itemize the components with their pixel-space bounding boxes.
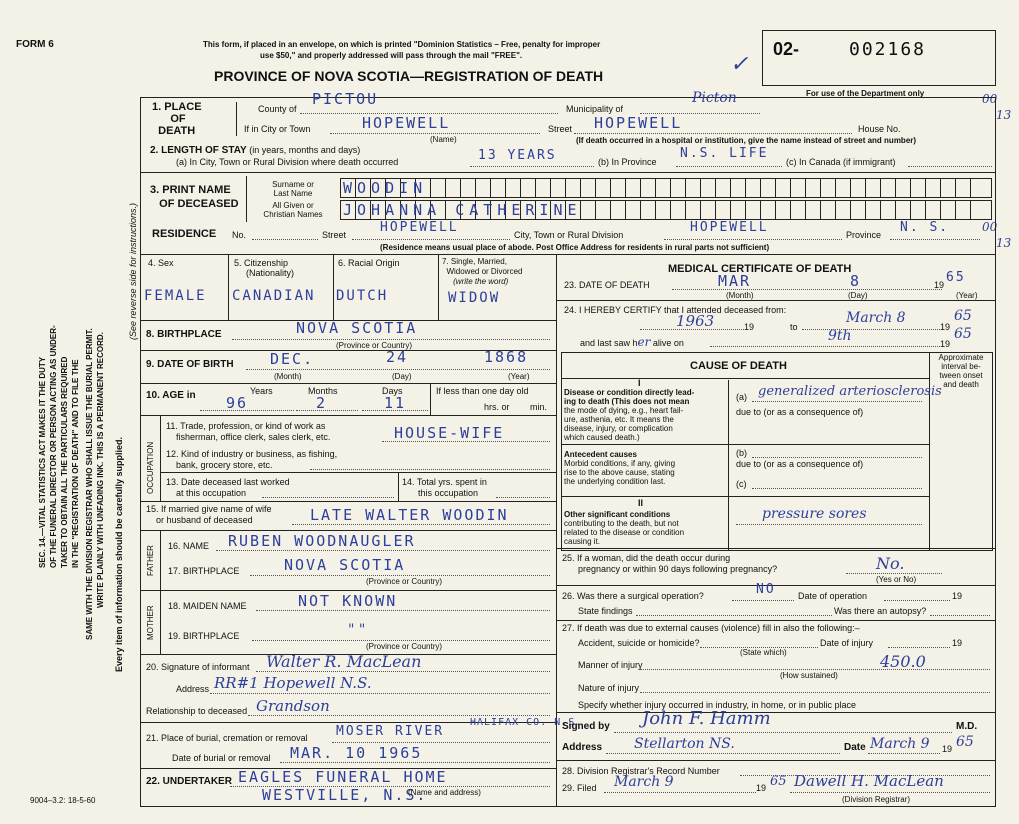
industry-home-label: Specify whether injury occurred in industry, in home, or in public place	[578, 700, 856, 710]
injury-date-label: Date of injury	[820, 638, 874, 648]
city-value: HOPEWELL	[362, 114, 451, 132]
total-years-label-2: this occupation	[418, 488, 479, 498]
residence-street-label: Street	[322, 230, 347, 240]
father-birthplace-caption: (Province or Country)	[366, 577, 443, 586]
cause-b-label: (b)	[736, 448, 747, 458]
yes-no-caption: (Yes or No)	[876, 575, 917, 584]
pregnancy-label-2: pregnancy or within 90 days following pregnancy?	[578, 564, 778, 574]
industry-label-2: bank, grocery store, etc.	[176, 460, 273, 470]
dob-month-caption: (Month)	[274, 372, 302, 381]
filed-year-value: 65	[770, 774, 787, 789]
accident-label: Accident, suicide or homicide?	[578, 638, 700, 648]
form-code: 9004–3.2: 18-5-60	[30, 796, 96, 805]
side-instruction-6: WRITE PLAINLY WITH UNFADING INK. THIS IS A PERMANENT RECORD.	[96, 332, 105, 608]
antecedent-causes-description: Antecedent causes Morbid conditions, if any, giving rise to the above cause, stating the underlying condition last.	[564, 450, 676, 486]
age-months-label: Months	[308, 386, 338, 396]
dept-mark-4: 13	[996, 236, 1012, 250]
age-years-label: Years	[250, 386, 273, 396]
citizenship-label: 5. Citizenship	[234, 258, 289, 268]
state-which-caption: (State which)	[740, 648, 787, 657]
interval-header: Approximate interval be- tween onset and death	[938, 353, 984, 389]
burial-date-label: Date of burial or removal	[172, 753, 271, 763]
place-of-death-label: 1. PLACE OF DEATH	[152, 101, 202, 137]
informant-label: 20. Signature of informant	[146, 662, 250, 672]
spouse-label-2: or husband of deceased	[156, 515, 253, 525]
racial-origin-value: DUTCH	[336, 288, 389, 304]
registration-prefix: 02-	[773, 39, 800, 59]
attended-to-value: March 8	[846, 310, 906, 326]
residence-province-value: N. S.	[900, 220, 950, 235]
record-number-label: 28. Division Registrar's Record Number	[562, 766, 720, 776]
manner-of-injury-label: Manner of injury	[578, 660, 643, 670]
relationship-value: Grandson	[256, 697, 330, 715]
physician-signature: John F. Hamm	[642, 708, 771, 729]
form-number: FORM 6	[16, 39, 54, 50]
last-seen-alive-year: 65	[954, 326, 972, 342]
attended-from-value: 1963	[676, 312, 715, 330]
death-month-value: MAR	[718, 272, 752, 290]
surgical-operation-value: NO	[756, 582, 776, 597]
sign-date-value: March 9	[870, 736, 930, 752]
physician-address-value: Stellarton NS.	[634, 736, 735, 752]
print-name-label: 3. PRINT NAME OF DECEASED	[150, 184, 239, 210]
municipality-value: Picton	[692, 90, 737, 106]
street-label: Street	[548, 124, 573, 134]
burial-date-value: MAR. 10 1965	[290, 744, 423, 762]
birthplace-caption: (Province or Country)	[336, 341, 413, 350]
birthplace-value: NOVA SCOTIA	[296, 319, 418, 337]
county-label: County of	[258, 104, 297, 114]
death-year-value: 65	[946, 270, 966, 285]
burial-place-value: MOSER RIVER	[336, 724, 445, 739]
spouse-label: 15. If married give name of wife	[146, 504, 272, 514]
informant-address-label: Address	[176, 684, 210, 694]
mother-birthplace-caption: (Province or Country)	[366, 642, 443, 651]
disease-description: Disease or condition directly lead- ing to death (This does not mean the mode of dying, e.g., heart fail- ure, asthenia, etc. It means the disease, injury, or complication which caused death.)	[564, 388, 695, 442]
other-conditions-description: Other significant conditions contributing to the death, but not related to the disease or condition causing it.	[564, 510, 685, 546]
sex-label: 4. Sex	[148, 258, 174, 268]
cause-c-label: (c)	[736, 479, 747, 489]
dept-mark-3: 00	[982, 220, 998, 234]
surname-grid	[340, 178, 992, 198]
filed-date-value: March 9	[614, 774, 674, 790]
check-mark: ✓	[730, 52, 749, 77]
stay-canada-label: (c) In Canada (if immigrant)	[786, 157, 896, 167]
registration-number-box	[762, 30, 996, 86]
informant-signature: Walter R. MacLean	[266, 652, 422, 671]
residence-label: RESIDENCE	[152, 228, 217, 240]
injury-year-prefix: 19	[952, 638, 963, 648]
cause-a-value: generalized arteriosclerosis	[758, 384, 942, 399]
death-day-value: 8	[850, 272, 862, 290]
less-than-day-label: If less than one day old	[436, 386, 529, 396]
city-name-caption: (Name)	[430, 135, 457, 144]
attended-to-year: 65	[954, 308, 972, 324]
dob-day-caption: (Day)	[392, 372, 412, 381]
trade-label: 11. Trade, profession, or kind of work as	[166, 421, 326, 431]
residence-city-label: City, Town or Rural Division	[514, 230, 624, 240]
burial-place-county: HALIFAX CO. N.S.	[470, 717, 583, 728]
side-instruction-5: SAME WITH THE DIVISION REGISTRAR WHO SHALL ISSUE THE BURIAL PERMIT.	[85, 328, 94, 640]
operation-date-label: Date of operation	[798, 591, 868, 601]
dept-mark-2: 13	[996, 108, 1012, 122]
date-of-birth-label: 9. DATE OF BIRTH	[146, 359, 234, 370]
maiden-name-label: 18. MAIDEN NAME	[168, 601, 247, 611]
side-instruction-7: Every item of information should be carefully supplied.	[114, 436, 124, 672]
dob-month-value: DEC.	[270, 350, 315, 368]
age-years-value: 96	[226, 394, 249, 412]
other-conditions-value: pressure sores	[762, 506, 867, 522]
residence-note: (Residence means usual place of abode. Post Office Address for residents in rural parts not sufficient)	[380, 243, 770, 252]
due-to-label-1: due to (or as a consequence of)	[736, 407, 864, 417]
surgical-operation-label: 26. Was there a surgical operation?	[562, 591, 704, 601]
citizenship-value: CANADIAN	[232, 288, 316, 304]
house-number-label: House No.	[858, 124, 901, 134]
external-causes-label: 27. If death was due to external causes (violence) fill in also the following:–	[562, 623, 860, 633]
death-day-caption: (Day)	[848, 291, 868, 300]
stay-province-label: (b) In Province	[598, 157, 657, 167]
father-name-value: RUBEN WOODNAUGLER	[228, 532, 416, 550]
age-label: 10. AGE in	[146, 390, 196, 401]
sex-value: FEMALE	[144, 288, 207, 304]
marital-status-value: WIDOW	[448, 290, 501, 306]
page-title: PROVINCE OF NOVA SCOTIA—REGISTRATION OF DEATH	[214, 68, 604, 84]
length-of-stay-label: 2. LENGTH OF STAY (in years, months and days)	[150, 145, 361, 156]
death-month-caption: (Month)	[726, 291, 754, 300]
dob-day-value: 24	[386, 348, 409, 366]
surname-value: WOODIN	[343, 179, 428, 197]
given-names-label: All Given or Christian Names	[263, 201, 323, 219]
manner-code-value: 450.0	[880, 652, 926, 671]
last-saw-label: and last saw her alive on	[580, 335, 684, 349]
undertaker-value: EAGLES FUNERAL HOME	[238, 768, 448, 786]
last-seen-alive-value: 9th	[828, 328, 852, 344]
mother-side-label: MOTHER	[146, 605, 155, 640]
citizenship-caption: (Nationality)	[246, 268, 295, 278]
sign-year-prefix: 19	[942, 744, 953, 754]
father-name-label: 16. NAME	[168, 541, 210, 551]
county-value: PICTOU	[312, 90, 379, 108]
burial-place-label: 21. Place of burial, cremation or removal	[146, 733, 308, 743]
dept-mark-1: 00	[982, 92, 998, 106]
occupation-side-label: OCCUPATION	[146, 441, 155, 494]
last-worked-label: 13. Date deceased last worked	[166, 477, 290, 487]
alive-year-prefix: 19	[940, 339, 951, 349]
side-instruction-8: (See reverse side for instructions.)	[128, 202, 138, 340]
department-use-label: For use of the Department only	[806, 89, 925, 98]
sign-date-label: Date	[844, 742, 866, 753]
stay-city-label: (a) In City, Town or Rural Division where death occurred	[176, 157, 399, 167]
age-months-value: 2	[316, 394, 328, 412]
industry-label: 12. Kind of industry or business, as fishing,	[166, 449, 338, 459]
surname-label: Surname or Last Name	[272, 180, 314, 198]
last-worked-label-2: at this occupation	[176, 488, 247, 498]
minutes-label: min.	[530, 402, 548, 412]
residence-city-value: HOPEWELL	[690, 220, 769, 235]
total-years-label: 14. Total yrs. spent in	[402, 477, 487, 487]
undertaker-label: 22. UNDERTAKER	[146, 776, 232, 787]
undertaker-caption: (Name and address)	[408, 788, 481, 797]
spouse-value: LATE WALTER WOODIN	[310, 506, 509, 524]
relationship-label: Relationship to deceased	[146, 706, 248, 716]
father-birthplace-value: NOVA SCOTIA	[284, 556, 406, 574]
street-value: HOPEWELL	[594, 114, 683, 132]
to-label: to	[790, 322, 798, 332]
side-instruction-1: SEC. 14.—VITAL STATISTICS ACT MAKES IT THE DUTY	[38, 356, 47, 568]
given-names-value: JOHANNA CATHERINE	[343, 201, 582, 219]
pregnancy-value: No.	[876, 554, 905, 573]
filed-label: 29. Filed	[562, 783, 597, 793]
death-year-prefix: 19	[934, 280, 945, 290]
institution-note: (If death occurred in a hospital or institution, give the name instead of street and number)	[576, 136, 917, 145]
trade-value: HOUSE-WIFE	[394, 424, 505, 442]
death-year-caption: (Year)	[956, 291, 978, 300]
cause-of-death-title: CAUSE OF DEATH	[690, 360, 787, 372]
pregnancy-label: 25. If a woman, did the death occur during	[562, 553, 731, 563]
mother-birthplace-label: 19. BIRTHPLACE	[168, 631, 240, 641]
hours-label: hrs. or	[484, 402, 510, 412]
undertaker-town: WESTVILLE, N.S.	[262, 786, 428, 804]
nature-of-injury-label: Nature of injury	[578, 683, 640, 693]
residence-province-label: Province	[846, 230, 882, 240]
due-to-label-2: due to (or as a consequence of)	[736, 459, 864, 469]
physician-address-label: Address	[562, 742, 603, 753]
residence-street-value: HOPEWELL	[380, 220, 459, 235]
registration-number: 002168	[849, 39, 927, 60]
state-findings-label: State findings	[578, 606, 633, 616]
mail-notice-1: This form, if placed in an envelope, on which is printed "Dominion Statistics – Free, penalty for improper	[203, 40, 601, 49]
maiden-name-value: NOT KNOWN	[298, 592, 398, 610]
marital-status-label: 7. Single, Married, Widowed or Divorced (write the word)	[442, 257, 523, 286]
signed-by-label: Signed by	[562, 721, 610, 732]
racial-origin-label: 6. Racial Origin	[338, 258, 400, 268]
autopsy-label: Was there an autopsy?	[834, 606, 927, 616]
part-two-label: II	[638, 498, 644, 508]
informant-address-value: RR#1 Hopewell N.S.	[214, 674, 372, 692]
municipality-label: Municipality of	[566, 104, 624, 114]
division-registrar-signature: Dawell H. MacLean	[794, 772, 944, 790]
to-year-prefix: 19	[940, 322, 951, 332]
father-side-label: FATHER	[146, 545, 155, 576]
division-registrar-caption: (Division Registrar)	[842, 795, 911, 804]
how-sustained-caption: (How sustained)	[780, 671, 838, 680]
mail-notice-2: use $50," and properly addressed will pass through the mail "FREE".	[260, 51, 523, 60]
birthplace-label: 8. BIRTHPLACE	[146, 329, 222, 340]
sign-year-value: 65	[956, 734, 974, 750]
city-label: If in City or Town	[244, 124, 311, 134]
certify-label: 24. I HEREBY CERTIFY that I attended deceased from:	[564, 305, 787, 315]
cause-a-label: (a)	[736, 392, 747, 402]
age-days-value: 11	[384, 394, 407, 412]
operation-year-prefix: 19	[952, 591, 963, 601]
side-instruction-4: IN THE "REGISTRATION OF DEATH" AND TO FILE THE	[71, 359, 80, 568]
dob-year-caption: (Year)	[508, 372, 530, 381]
side-instruction-3: TAKER TO OBTAIN ALL THE PARTICULARS REQUIRED	[60, 356, 69, 568]
dob-year-value: 1868	[484, 348, 529, 366]
part-one-label: I	[638, 378, 641, 388]
stay-city-value: 13 YEARS	[478, 148, 557, 163]
filed-year-prefix: 19	[756, 783, 767, 793]
mother-birthplace-value: " "	[348, 622, 366, 638]
father-birthplace-label: 17. BIRTHPLACE	[168, 566, 240, 576]
date-of-death-label: 23. DATE OF DEATH	[564, 280, 650, 290]
from-year-prefix: 19	[744, 322, 755, 332]
md-label: M.D.	[956, 721, 978, 732]
stay-province-value: N.S. LIFE	[680, 146, 769, 161]
trade-label-2: fisherman, office clerk, sales clerk, etc.	[176, 432, 331, 442]
age-days-label: Days	[382, 386, 403, 396]
side-instruction-2: OF THE FUNERAL DIRECTOR OR PERSON ACTING AS UNDER-	[49, 325, 58, 568]
medical-certificate-title: MEDICAL CERTIFICATE OF DEATH	[668, 263, 852, 275]
residence-no-label: No.	[232, 230, 247, 240]
